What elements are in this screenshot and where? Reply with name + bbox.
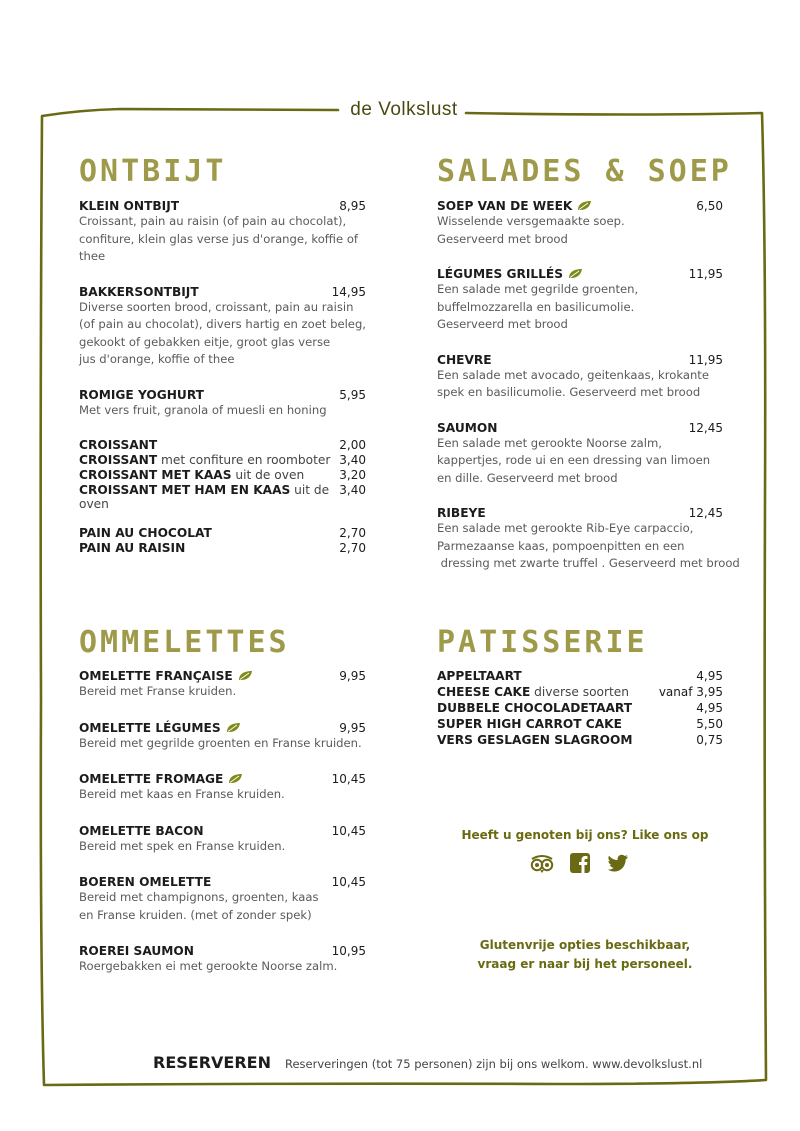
leaf-icon <box>228 773 243 784</box>
item-price: 0,75 <box>696 733 723 747</box>
gluten-note: Glutenvrije opties beschikbaar, vraag er naar bij het personeel. <box>477 938 693 971</box>
item-price: vanaf 3,95 <box>658 685 723 699</box>
menu-item <box>79 875 366 924</box>
item-name: OMELETTE FROMAGE <box>79 772 243 786</box>
item-price: 2,70 <box>339 541 366 555</box>
item-name: CHEVRE <box>437 352 492 367</box>
item-price: 4,95 <box>696 701 723 715</box>
item-description: Een salade met gegrilde groenten, buffelmozzarella en basilicumolie. Geserveerd met brood <box>437 282 639 331</box>
item-price: 8,95 <box>339 199 366 213</box>
item-name: OMELETTE BACON <box>79 823 204 838</box>
twitter-icon[interactable] <box>606 852 630 874</box>
item-price: 3,40 <box>339 453 366 467</box>
item-name: SOEP VAN DE WEEK <box>437 199 592 213</box>
item-name: SUPER HIGH CARROT CAKE <box>437 717 622 731</box>
item-description: Met vers fruit, granola of muesli en honing <box>79 402 327 417</box>
item-price: 11,95 <box>688 352 723 367</box>
item-price: 5,50 <box>696 717 723 731</box>
item-price: 5,95 <box>339 387 366 402</box>
item-price: 10,45 <box>331 875 366 889</box>
item-name: LÉGUMES GRILLÉS <box>437 267 583 281</box>
reserveren-label: RESERVEREN <box>153 1053 271 1072</box>
croissant-list <box>79 438 366 511</box>
item-name: BOEREN OMELETTE <box>79 875 212 889</box>
item-description: Bereid met kaas en Franse kruiden. <box>79 787 285 801</box>
item-name: KLEIN ONTBIJT <box>79 199 180 213</box>
item-price: 4,95 <box>696 669 723 683</box>
ontbijt-list <box>79 199 366 570</box>
item-price: 10,45 <box>331 772 366 786</box>
menu-item <box>79 388 366 420</box>
item-price: 14,95 <box>331 284 366 299</box>
leaf-icon <box>226 722 241 733</box>
menu-item <box>437 267 723 334</box>
item-name: PAIN AU RAISIN <box>79 541 186 555</box>
section-title-ontbijt: ONTBIJT <box>79 154 227 189</box>
menu-item <box>79 944 366 976</box>
item-price: 9,95 <box>339 720 366 735</box>
item-price: 6,50 <box>696 199 723 213</box>
omelettes-list <box>79 669 366 995</box>
menu-item <box>79 824 366 856</box>
menu-item <box>79 199 366 266</box>
tripadvisor-icon[interactable] <box>530 852 554 874</box>
footer <box>153 1053 702 1072</box>
menu-item <box>79 285 366 369</box>
reservation-info: Reserveringen (tot 75 personen) zijn bij ons welkom. www.devolkslust.nl <box>284 1057 703 1071</box>
item-name: OMELETTE FRANÇAISE <box>79 669 253 683</box>
item-name: CROISSANT MET HAM EN KAAS uit de oven <box>79 483 330 511</box>
item-price: 2,00 <box>339 438 366 452</box>
patisserie-list <box>437 669 723 749</box>
item-price: 12,45 <box>688 506 723 520</box>
menu-item <box>437 506 740 573</box>
leaf-icon <box>568 268 583 279</box>
item-name: CROISSANT <box>79 438 158 452</box>
item-name: CROISSANT MET KAAS uit de oven <box>79 468 305 482</box>
item-description: Een salade met gerookte Noorse zalm, kappertjes, rode ui en een dressing van limoen en dille. Geserveerd met brood <box>437 435 711 485</box>
item-price: 10,95 <box>331 944 366 958</box>
item-name: RIBEYE <box>437 506 486 520</box>
item-price: 3,20 <box>339 468 366 482</box>
menu-item <box>79 669 366 701</box>
item-description: Wisselende versgemaakte soep. Geserveerd met brood <box>437 214 625 246</box>
menu-item <box>79 721 366 753</box>
menu-item <box>437 353 723 402</box>
item-name: SAUMON <box>437 420 498 435</box>
item-name: DUBBELE CHOCOLADETAART <box>437 701 633 715</box>
item-name: ROEREI SAUMON <box>79 944 194 958</box>
pain-list <box>79 526 366 555</box>
item-description: Roergebakken ei met gerookte Noorse zalm. <box>79 959 338 973</box>
menu-item <box>437 421 723 488</box>
social-promo-text: Heeft u genoten bij ons? Like ons op <box>461 828 709 842</box>
menu-item <box>79 772 366 804</box>
section-title-patisserie: PATISSERIE <box>437 625 648 660</box>
leaf-icon <box>577 200 592 211</box>
item-name: CHEESE CAKE diverse soorten <box>437 685 630 699</box>
item-price: 11,95 <box>688 267 723 281</box>
item-name: CROISSANT met confiture en roomboter <box>79 453 331 467</box>
item-description: Een salade met gerookte Rib-Eye carpaccio, Parmezaanse kaas, pompoenpitten en een dressing met zwarte truffel . Geserveerd met brood <box>437 521 740 570</box>
item-price: 10,45 <box>331 823 366 838</box>
item-name: PAIN AU CHOCOLAT <box>79 526 212 540</box>
item-description: Bereid met Franse kruiden. <box>79 684 237 698</box>
item-price: 2,70 <box>339 526 366 540</box>
item-name: BAKKERSONTBIJT <box>79 284 199 299</box>
leaf-icon <box>238 670 253 681</box>
item-description: Een salade met avocado, geitenkaas, krokante spek en basilicumolie. Geserveerd met brood <box>437 367 709 399</box>
item-name: VERS GESLAGEN SLAGROOM <box>437 733 633 747</box>
item-description: Bereid met gegrilde groenten en Franse kruiden. <box>79 735 362 750</box>
item-price: 9,95 <box>339 669 366 683</box>
brand-name: de Volkslust <box>345 99 463 121</box>
item-description: Bereid met spek en Franse kruiden. <box>79 838 286 853</box>
item-description: Bereid met champignons, groenten, kaas en Franse kruiden. (met of zonder spek) <box>79 890 319 922</box>
item-description: Croissant, pain au raisin (of pain au chocolat), confiture, klein glas verse jus d'orange, koffie of thee <box>79 214 358 263</box>
section-title-omelettes: OMMELETTES <box>79 625 290 660</box>
menu-item <box>437 199 723 248</box>
facebook-icon[interactable] <box>568 852 592 874</box>
social-icons <box>530 852 630 874</box>
item-name: ROMIGE YOGHURT <box>79 387 204 402</box>
item-name: APPELTAART <box>437 669 522 683</box>
item-name: OMELETTE LÉGUMES <box>79 721 241 735</box>
section-title-salades: SALADES & SOEP <box>437 154 732 189</box>
item-price: 12,45 <box>688 420 723 435</box>
item-price: 3,40 <box>339 483 366 497</box>
salades-list <box>437 199 740 592</box>
item-description: Diverse soorten brood, croissant, pain au raisin (of pain au chocolat), divers hartig en zoet beleg, gekookt of gebakken eitje, groot glas verse jus d'orange, koffie of thee <box>79 299 366 366</box>
